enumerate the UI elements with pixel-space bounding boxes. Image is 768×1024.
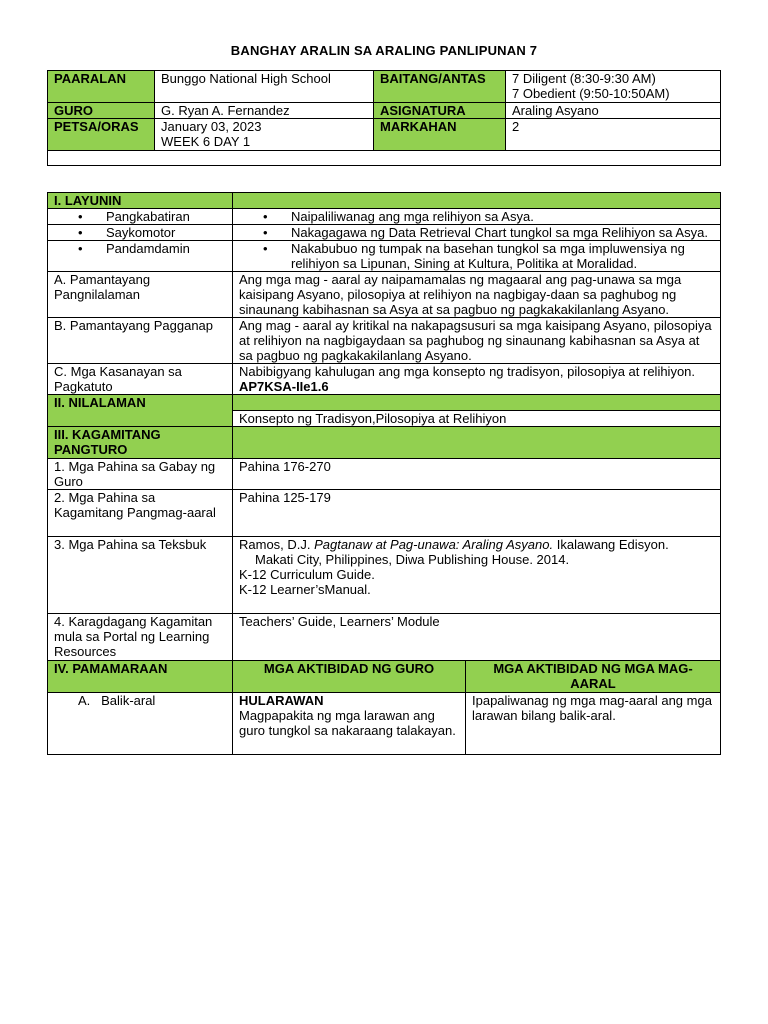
karagdagang-value: Teachers’ Guide, Learners’ Module	[233, 614, 721, 661]
header-info-table	[47, 70, 721, 166]
baitang-value-1: 7 Diligent (8:30-9:30 AM)	[512, 71, 656, 86]
teksbuk-publisher: Makati City, Philippines, Diwa Publishing House. 2014.	[255, 552, 570, 567]
baitang-label: BAITANG/ANTAS	[374, 71, 506, 103]
nilalaman-header-fill	[233, 395, 721, 411]
gabay-label: 1. Mga Pahina sa Gabay ng Guro	[48, 459, 233, 490]
kasanayan-cell	[233, 364, 721, 395]
kagamitan-value: Pahina 125-179	[233, 490, 721, 537]
layunin-header-fill	[233, 193, 721, 209]
teksbuk-edition: Ikalawang Edisyon.	[556, 537, 669, 552]
guro-value: G. Ryan A. Fernandez	[155, 103, 374, 119]
kagamitan-label: 2. Mga Pahina sa Kagamitang Pangmag-aaral	[48, 490, 233, 537]
hularawan-magaaral: Ipapaliwanag ng mga mag-aaral ang mga larawan bilang balik-aral.	[466, 693, 721, 755]
document-title: BANGHAY ARALIN SA ARALING PANLIPUNAN 7	[230, 43, 538, 58]
petsa-value	[155, 119, 374, 151]
saykomotor-label: • Saykomotor	[78, 225, 226, 240]
karagdagang-label: 4. Karagdagang Kagamitan mula sa Portal ng Learning Resources	[48, 614, 233, 661]
petsa-value-2: WEEK 6 DAY 1	[161, 134, 251, 149]
asignatura-value: Araling Asyano	[506, 103, 721, 119]
pamantayang-pangnilalaman-value: Ang mga mag - aaral ay naipamamalas ng magaaral ang pag-unawa sa mga kaisipang Asyano, pilosopiya at relihiyon na nagbigay-daan sa paghubog ng sinaunang kabihasnan sa Asya at sa pagbuo ng pagkakakilanlang Asyano.	[233, 272, 721, 318]
gabay-value: Pahina 176-270	[233, 459, 721, 490]
hularawan-guro-cell	[233, 693, 466, 755]
balik-aral-cell	[48, 693, 233, 755]
markahan-label: MARKAHAN	[374, 119, 506, 151]
nilalaman-header: II. NILALAMAN	[48, 395, 233, 427]
teksbuk-cell	[233, 537, 721, 614]
petsa-value-1: January 03, 2023	[161, 119, 262, 134]
teksbuk-manual: K-12 Learner’sManual.	[239, 582, 371, 597]
balik-aral-marker: A.	[78, 693, 91, 708]
markahan-value: 2	[506, 119, 721, 151]
paaralan-value: Bunggo National High School	[155, 71, 374, 103]
kasanayan-value: Nabibigyang kahulugan ang mga konsepto ng tradisyon, pilosopiya at relihiyon.	[239, 364, 696, 379]
pangkabatiran-value: • Naipaliliwanag ang mga relihiyon sa Asya.	[263, 209, 714, 224]
kasanayan-code: AP7KSA-IIe1.6	[239, 379, 329, 394]
teksbuk-guide: K-12 Curriculum Guide.	[239, 567, 375, 582]
pangkabatiran-label: • Pangkabatiran	[78, 209, 226, 224]
guro-label: GURO	[48, 103, 155, 119]
magaaral-column-header: MGA AKTIBIDAD NG MGA MAG-AARAL	[466, 661, 721, 693]
pamantayang-pagganap-label: B. Pamantayang Pagganap	[48, 318, 233, 364]
teksbuk-book: Pagtanaw at Pag-unawa: Araling Asyano.	[314, 537, 554, 552]
baitang-value-2: 7 Obedient (9:50-10:50AM)	[512, 86, 670, 101]
nilalaman-value: Konsepto ng Tradisyon,Pilosopiya at Relihiyon	[233, 411, 721, 427]
guro-column-header: MGA AKTIBIDAD NG GURO	[233, 661, 466, 693]
pamamaraan-header: IV. PAMAMARAAN	[48, 661, 233, 693]
hularawan-guro: Magpapakita ng mga larawan ang guro tungkol sa nakaraang talakayan.	[239, 708, 456, 738]
pamantayang-pangnilalaman-label: A. Pamantayang Pangnilalaman	[48, 272, 233, 318]
saykomotor-value: • Nakagagawa ng Data Retrieval Chart tungkol sa mga Relihiyon sa Asya.	[263, 225, 714, 240]
paaralan-label: PAARALAN	[48, 71, 155, 103]
teksbuk-label: 3. Mga Pahina sa Teksbuk	[48, 537, 233, 614]
empty-row	[48, 151, 721, 166]
teksbuk-author: Ramos, D.J.	[239, 537, 311, 552]
kagamitan-header: III. KAGAMITANG PANGTURO	[48, 427, 233, 459]
hularawan-title: HULARAWAN	[239, 693, 324, 708]
kagamitan-header-fill	[233, 427, 721, 459]
balik-aral-label: Balik-aral	[101, 693, 156, 708]
pandamdamin-label: • Pandamdamin	[78, 241, 226, 256]
layunin-header: I. LAYUNIN	[48, 193, 233, 209]
asignatura-label: ASIGNATURA	[374, 103, 506, 119]
kasanayan-label: C. Mga Kasanayan sa Pagkatuto	[48, 364, 233, 395]
petsa-label: PETSA/ORAS	[48, 119, 155, 151]
baitang-value	[506, 71, 721, 103]
pamantayang-pagganap-value: Ang mag - aaral ay kritikal na nakapagsusuri sa mga kaisipang Asyano, pilosopiya at relihiyon na nagbigaydaan sa paghubog ng sinaunang kabihasnan sa Asya at sa pagbuo ng pagkakakilanlang Asyano.	[233, 318, 721, 364]
lesson-plan-table	[47, 192, 721, 755]
pandamdamin-value: • Nakabubuo ng tumpak na basehan tungkol sa mga impluwensiya ng relihiyon sa Lipunan, Sining at Kultura, Politika at Moralidad.	[263, 241, 714, 271]
